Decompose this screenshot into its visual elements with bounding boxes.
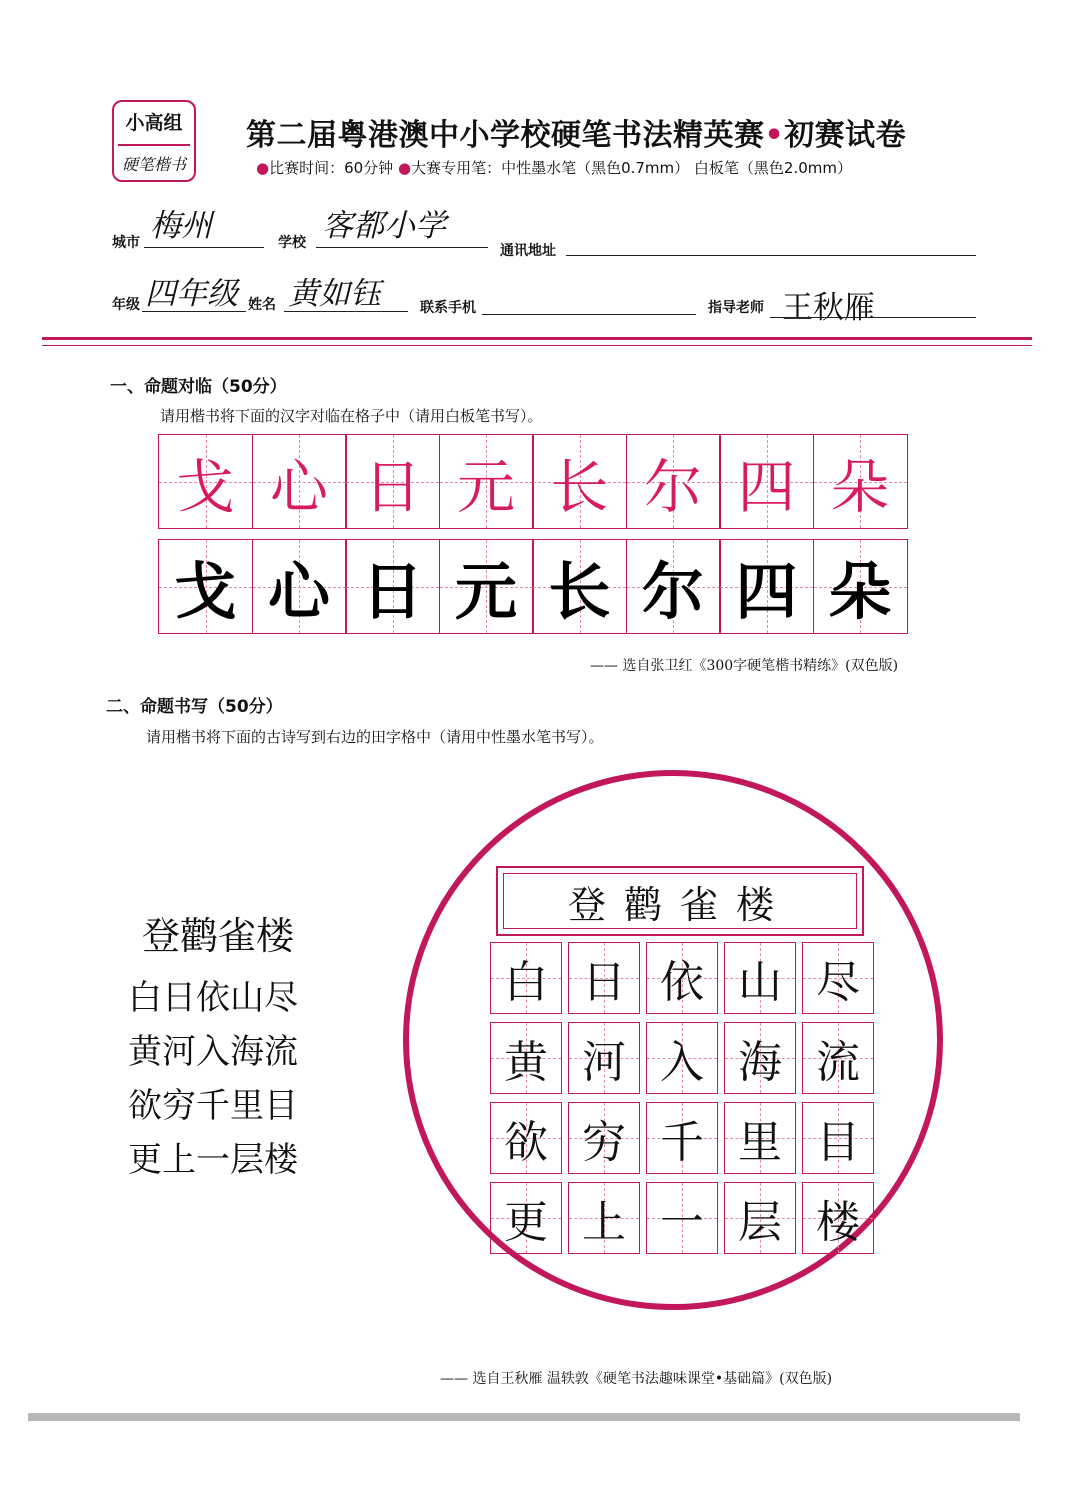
written-char: 更 <box>504 1197 548 1248</box>
grid-cell[interactable] <box>646 1102 718 1174</box>
school-label: 学校 <box>278 235 306 251</box>
name-field[interactable] <box>284 310 408 312</box>
copy-cell[interactable] <box>345 539 440 634</box>
written-char: 元 <box>454 555 517 628</box>
header-divider-thin <box>42 345 1032 346</box>
written-char: 穷 <box>582 1117 626 1168</box>
exam-title <box>246 110 906 154</box>
grid-cell[interactable] <box>724 1182 796 1254</box>
exam-title-main: 第二届粤港澳中小学校硬笔书法精英赛 <box>246 118 765 153</box>
written-char: 长 <box>548 555 611 628</box>
badge-divider <box>118 144 190 146</box>
written-char: 黄 <box>504 1037 548 1088</box>
written-char: 河 <box>582 1037 626 1088</box>
grid-cell[interactable] <box>490 1102 562 1174</box>
poem-line: 更上一层楼 <box>128 1140 298 1180</box>
written-char: 海 <box>738 1037 782 1088</box>
written-char: 朵 <box>828 555 891 628</box>
exam-pen: 大赛专用笔：中性墨水笔（黑色0.7mm） 白板笔（黑色2.0mm） <box>411 159 852 177</box>
grid-cell[interactable] <box>802 1182 874 1254</box>
grid-row <box>490 1022 880 1094</box>
written-char: 千 <box>660 1117 704 1168</box>
model-char: 尔 <box>643 452 702 521</box>
written-char: 白 <box>504 957 548 1008</box>
grid-cell[interactable] <box>724 942 796 1014</box>
exam-time: 比赛时间：60分钟 <box>269 159 394 177</box>
city-field[interactable] <box>144 246 264 248</box>
teacher-label: 指导老师 <box>708 300 764 316</box>
grid-cell[interactable] <box>646 942 718 1014</box>
model-cell <box>158 434 253 529</box>
written-char: 流 <box>816 1037 860 1088</box>
poem-line: 白日依山尽 <box>128 978 298 1018</box>
written-title-box[interactable] <box>496 866 864 936</box>
poem-line: 黄河入海流 <box>128 1032 298 1072</box>
model-char: 四 <box>737 452 796 521</box>
name-value[interactable]: 黄如钰 <box>288 276 381 312</box>
teacher-value[interactable]: 王秋雁 <box>782 290 875 326</box>
copy-grid[interactable] <box>158 539 906 634</box>
address-field[interactable] <box>566 254 976 256</box>
header-divider <box>42 337 1032 340</box>
grid-cell[interactable] <box>490 1182 562 1254</box>
model-cell <box>626 434 721 529</box>
exam-title-suffix: 初赛试卷 <box>784 118 907 153</box>
model-char: 朵 <box>830 452 889 521</box>
grid-cell[interactable] <box>646 1022 718 1094</box>
grid-cell[interactable] <box>490 942 562 1014</box>
grid-cell[interactable] <box>490 1022 562 1094</box>
grid-row <box>490 1182 880 1254</box>
title-separator: • <box>764 118 785 153</box>
written-char: 尔 <box>641 555 704 628</box>
model-cell <box>345 434 440 529</box>
written-char: 楼 <box>816 1197 860 1248</box>
model-cell <box>252 434 347 529</box>
copy-cell[interactable] <box>439 539 534 634</box>
grid-cell[interactable] <box>802 1022 874 1094</box>
bullet-icon: ● <box>397 159 412 177</box>
copy-cell[interactable] <box>158 539 253 634</box>
model-char: 戈 <box>176 452 235 521</box>
grid-cell[interactable] <box>646 1182 718 1254</box>
grid-cell[interactable] <box>568 1022 640 1094</box>
copy-cell[interactable] <box>719 539 814 634</box>
written-char: 心 <box>267 555 330 628</box>
badge-group-label: 小高组 <box>125 112 183 134</box>
teacher-field[interactable] <box>770 316 976 318</box>
grade-field[interactable] <box>142 310 246 312</box>
written-char: 依 <box>660 957 704 1008</box>
grid-row <box>490 1102 880 1174</box>
written-char: 里 <box>738 1117 782 1168</box>
page-bottom-bar <box>28 1413 1020 1421</box>
written-char: 目 <box>816 1117 860 1168</box>
city-value[interactable]: 梅州 <box>150 208 212 244</box>
poem-title: 登鹳雀楼 <box>142 914 295 958</box>
section1-heading: 一、命题对临（50分） <box>110 377 287 397</box>
grid-cell[interactable] <box>568 1182 640 1254</box>
grid-row <box>490 942 880 1014</box>
grid-cell[interactable] <box>568 1102 640 1174</box>
section1-credit: —— 选自张卫红《300字硬笔楷书精练》(双色版) <box>590 658 899 674</box>
grid-cell[interactable] <box>802 942 874 1014</box>
section2-heading: 二、命题书写（50分） <box>106 697 283 717</box>
model-char: 心 <box>269 452 328 521</box>
exam-info <box>256 157 852 178</box>
written-char: 戈 <box>174 555 237 628</box>
model-cell <box>532 434 627 529</box>
written-char: 日 <box>582 957 626 1008</box>
school-value[interactable]: 客都小学 <box>322 208 446 244</box>
grid-cell[interactable] <box>568 942 640 1014</box>
copy-cell[interactable] <box>813 539 908 634</box>
badge-style-label: 硬笔楷书 <box>121 155 186 174</box>
bullet-icon: ● <box>256 159 270 177</box>
grade-value[interactable]: 四年级 <box>145 276 238 312</box>
written-char: 一 <box>660 1197 704 1248</box>
name-label: 姓名 <box>248 297 276 313</box>
written-char: 欲 <box>504 1117 548 1168</box>
model-char: 长 <box>550 452 609 521</box>
model-char: 元 <box>456 452 515 521</box>
written-char: 入 <box>660 1037 704 1088</box>
grid-cell[interactable] <box>724 1102 796 1174</box>
section1-instructions: 请用楷书将下面的汉字对临在格子中（请用白板笔书写）。 <box>160 407 543 425</box>
model-cell <box>813 434 908 529</box>
phone-label: 联系手机 <box>420 300 476 316</box>
school-field[interactable] <box>316 246 488 248</box>
tianzi-grid[interactable] <box>490 942 880 1262</box>
written-char: 上 <box>582 1197 626 1248</box>
written-char: 山 <box>738 957 782 1008</box>
copy-cell[interactable] <box>252 539 347 634</box>
grid-cell[interactable] <box>724 1022 796 1094</box>
group-badge <box>112 100 196 182</box>
phone-field[interactable] <box>482 313 696 315</box>
written-char: 四 <box>735 555 798 628</box>
model-char: 日 <box>363 452 422 521</box>
poem-line: 欲穷千里目 <box>128 1086 298 1126</box>
grade-label: 年级 <box>112 297 140 313</box>
model-cell <box>719 434 814 529</box>
address-label: 通讯地址 <box>500 243 556 259</box>
model-grid <box>158 434 906 529</box>
copy-cell[interactable] <box>532 539 627 634</box>
copy-cell[interactable] <box>626 539 721 634</box>
model-cell <box>439 434 534 529</box>
section2-instructions: 请用楷书将下面的古诗写到右边的田字格中（请用中性墨水笔书写）。 <box>146 728 604 746</box>
written-char: 日 <box>361 555 424 628</box>
grid-cell[interactable] <box>802 1102 874 1174</box>
written-char: 层 <box>738 1197 782 1248</box>
section2-credit: —— 选自王秋雁 温轶敦《硬笔书法趣味课堂•基础篇》(双色版) <box>440 1371 833 1387</box>
written-title: 登鹳雀楼 <box>567 882 792 927</box>
written-char: 尽 <box>816 957 860 1008</box>
city-label: 城市 <box>112 235 140 251</box>
